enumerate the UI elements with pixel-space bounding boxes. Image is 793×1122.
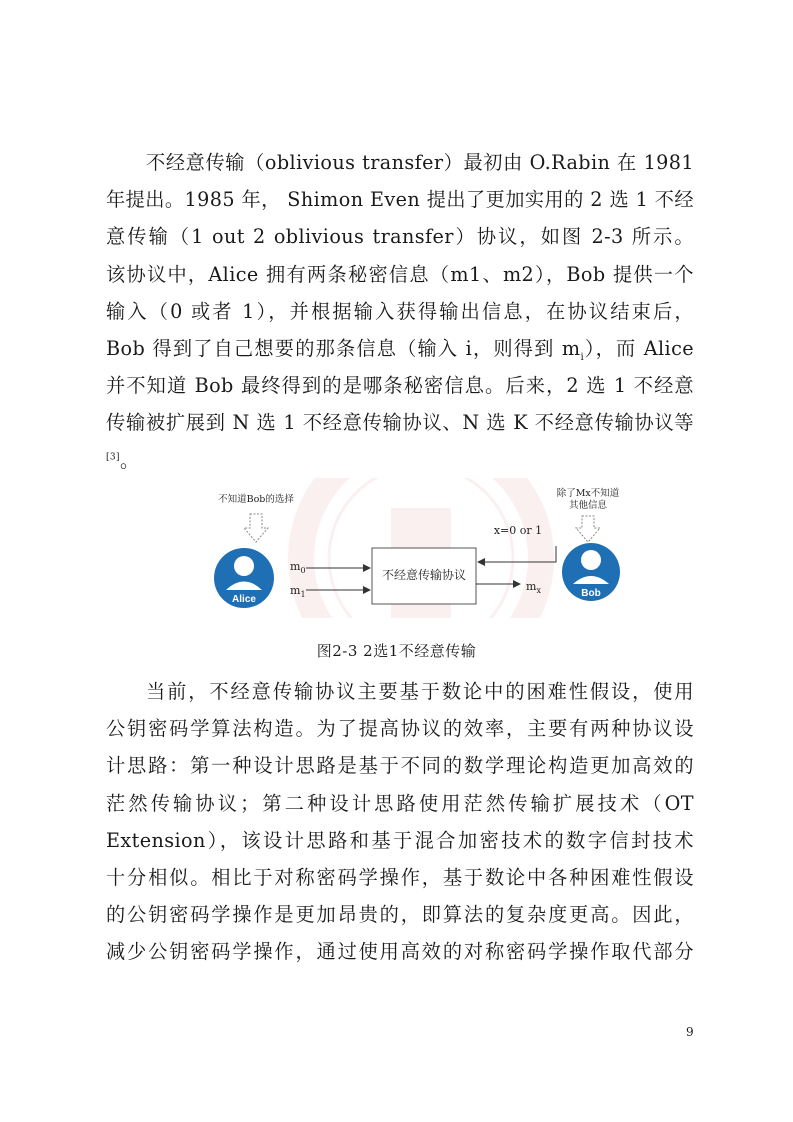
output-mx: $m_x$ (526, 580, 541, 595)
text-segment: ），而 Alice (584, 336, 694, 360)
text-segment: 。 (119, 448, 140, 472)
alice-note: 不知道Bob的选择 (218, 494, 294, 505)
text-line: 意传输（1 out 2 oblivious transfer）协议，如图 2-3 所示。 (106, 225, 694, 249)
page-number: 9 (686, 1025, 694, 1039)
input-m0: $m_0$ (290, 560, 306, 575)
text-line: 公钥密码学算法构造。为了提高协议的效率，主要有两种协议设 (106, 717, 694, 741)
text-segment: Bob 得到了自己想要的那条信息（输入 i，则得到 m (106, 336, 581, 360)
text-line: 并不知道 Bob 最终得到的是哪条秘密信息。后来，2 选 1 不经意 (106, 374, 694, 398)
bob-note-line1: 除了Mx不知道 (556, 488, 620, 499)
text-line: 不经意传输（oblivious transfer）最初由 O.Rabin 在 1981 (146, 151, 694, 174)
text-line: 十分相似。相比于对称密码学操作，基于数论中各种困难性假设 (106, 865, 694, 889)
text-line: 的公钥密码学操作是更加昂贵的，即算法的复杂度更高。因此， (106, 903, 694, 927)
oblivious-transfer-diagram (206, 478, 626, 618)
text-line: 计思路：第一种设计思路是基于不同的数学理论构造更加高效的 (106, 754, 694, 778)
text-line: 年提出。1985 年， Shimon Even 提出了更加实用的 2 选 1 不经 (106, 188, 694, 212)
bob-note-line2: 其他信息 (568, 500, 608, 511)
alice-label: Alice (232, 594, 256, 605)
text-line: 输入（0 或者 1），并根据输入获得输出信息，在协议结束后， (106, 299, 694, 323)
protocol-box-label: 不经意传输协议 (381, 568, 467, 582)
bob-label: Bob (581, 588, 601, 599)
alice-hollow-arrow (244, 514, 268, 542)
choice-label: x=0 or 1 (493, 524, 543, 537)
paragraph-1 (106, 144, 694, 479)
text-line (106, 330, 694, 367)
text-line: 传输被扩展到 N 选 1 不经意传输协议、N 选 K 不经意传输协议等 (106, 411, 694, 435)
text-line (106, 442, 694, 479)
text-line: 减少公钥密码学操作，通过使用高效的对称密码学操作取代部分 (106, 940, 694, 964)
text-line: 当前，不经意传输协议主要基于数论中的困难性假设，使用 (146, 680, 694, 703)
figure-caption: 图2-3 2选1不经意传输 (316, 642, 477, 660)
input-m1: $m_1$ (290, 584, 306, 599)
subscript: i (580, 351, 585, 363)
text-line: Extension），该设计思路和基于混合加密技术的数字信封技术 (106, 828, 694, 852)
citation: [3] (106, 452, 120, 463)
text-line: 该协议中，Alice 拥有两条秘密信息（m1、m2），Bob 提供一个 (106, 262, 694, 286)
text-line: 茫然传输协议；第二种设计思路使用茫然传输扩展技术（OT (106, 791, 694, 815)
bob-hollow-arrow (576, 516, 600, 542)
paragraph-2 (106, 673, 694, 971)
